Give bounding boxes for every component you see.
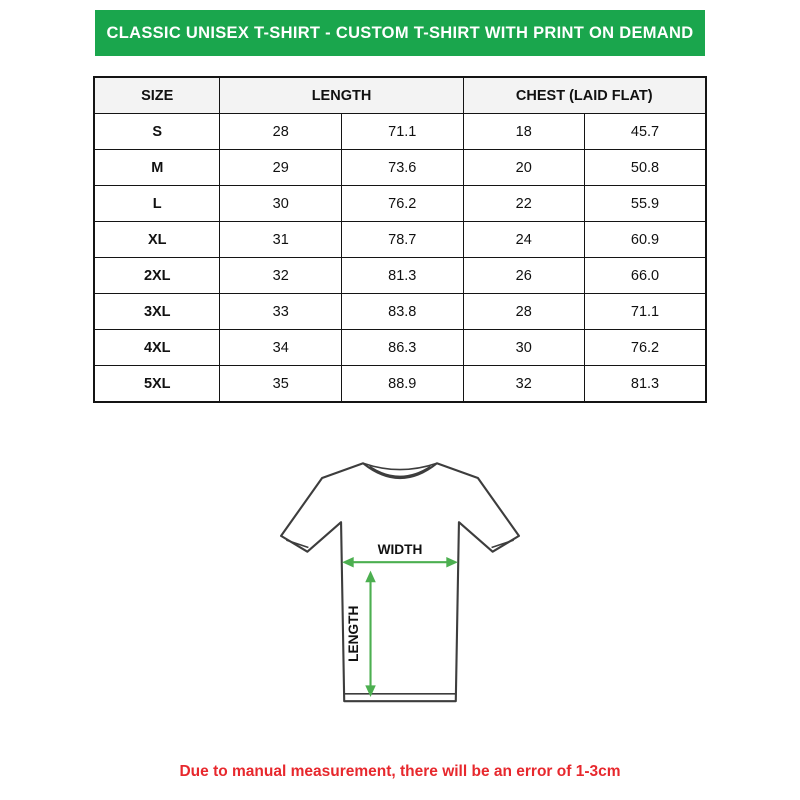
- page-title: CLASSIC UNISEX T-SHIRT - CUSTOM T-SHIRT WITH PRINT ON DEMAND: [106, 23, 694, 42]
- table-row: [94, 114, 706, 150]
- cell-size: L: [94, 186, 220, 222]
- cell-length_in: 29: [220, 150, 342, 186]
- cell-length_cm: 71.1: [341, 114, 463, 150]
- cell-chest_cm: 50.8: [585, 150, 707, 186]
- column-header-chest: CHEST (LAID FLAT): [463, 77, 706, 114]
- cell-chest_in: 24: [463, 222, 585, 258]
- cell-chest_in: 22: [463, 186, 585, 222]
- table-row: [94, 222, 706, 258]
- table-row: [94, 366, 706, 403]
- cell-chest_cm: 60.9: [585, 222, 707, 258]
- cell-length_in: 34: [220, 330, 342, 366]
- cell-length_cm: 73.6: [341, 150, 463, 186]
- cell-size: XL: [94, 222, 220, 258]
- size-table-body: [94, 114, 706, 403]
- table-header-row: [94, 77, 706, 114]
- cell-chest_in: 18: [463, 114, 585, 150]
- cell-size: 3XL: [94, 294, 220, 330]
- cell-chest_in: 30: [463, 330, 585, 366]
- cell-chest_in: 20: [463, 150, 585, 186]
- table-row: [94, 330, 706, 366]
- cell-size: M: [94, 150, 220, 186]
- cell-length_cm: 86.3: [341, 330, 463, 366]
- cell-chest_cm: 45.7: [585, 114, 707, 150]
- cell-size: S: [94, 114, 220, 150]
- table-row: [94, 258, 706, 294]
- cell-length_cm: 83.8: [341, 294, 463, 330]
- tshirt-measurement-figure: [242, 438, 558, 738]
- cell-length_in: 28: [220, 114, 342, 150]
- cell-chest_in: 32: [463, 366, 585, 403]
- tshirt-diagram: [242, 438, 558, 738]
- cell-size: 2XL: [94, 258, 220, 294]
- length-label: LENGTH: [345, 605, 361, 662]
- table-row: [94, 150, 706, 186]
- cell-length_in: 32: [220, 258, 342, 294]
- cell-length_cm: 88.9: [341, 366, 463, 403]
- cell-size: 5XL: [94, 366, 220, 403]
- cell-length_cm: 81.3: [341, 258, 463, 294]
- column-header-length: LENGTH: [220, 77, 463, 114]
- table-row: [94, 186, 706, 222]
- cell-chest_in: 26: [463, 258, 585, 294]
- cell-length_in: 30: [220, 186, 342, 222]
- cell-chest_cm: 66.0: [585, 258, 707, 294]
- cell-length_in: 35: [220, 366, 342, 403]
- cell-chest_cm: 76.2: [585, 330, 707, 366]
- cell-length_cm: 78.7: [341, 222, 463, 258]
- cell-chest_in: 28: [463, 294, 585, 330]
- column-header-size: SIZE: [94, 77, 220, 114]
- cell-chest_cm: 71.1: [585, 294, 707, 330]
- cell-chest_cm: 55.9: [585, 186, 707, 222]
- cell-length_in: 31: [220, 222, 342, 258]
- width-label: WIDTH: [377, 541, 423, 557]
- cell-chest_cm: 81.3: [585, 366, 707, 403]
- cell-length_cm: 76.2: [341, 186, 463, 222]
- title-banner: [95, 10, 705, 56]
- measurement-note: Due to manual measurement, there will be an error of 1-3cm: [179, 763, 621, 780]
- tshirt-outline: [281, 463, 519, 701]
- cell-size: 4XL: [94, 330, 220, 366]
- table-row: [94, 294, 706, 330]
- size-chart-table: [93, 76, 707, 403]
- cell-length_in: 33: [220, 294, 342, 330]
